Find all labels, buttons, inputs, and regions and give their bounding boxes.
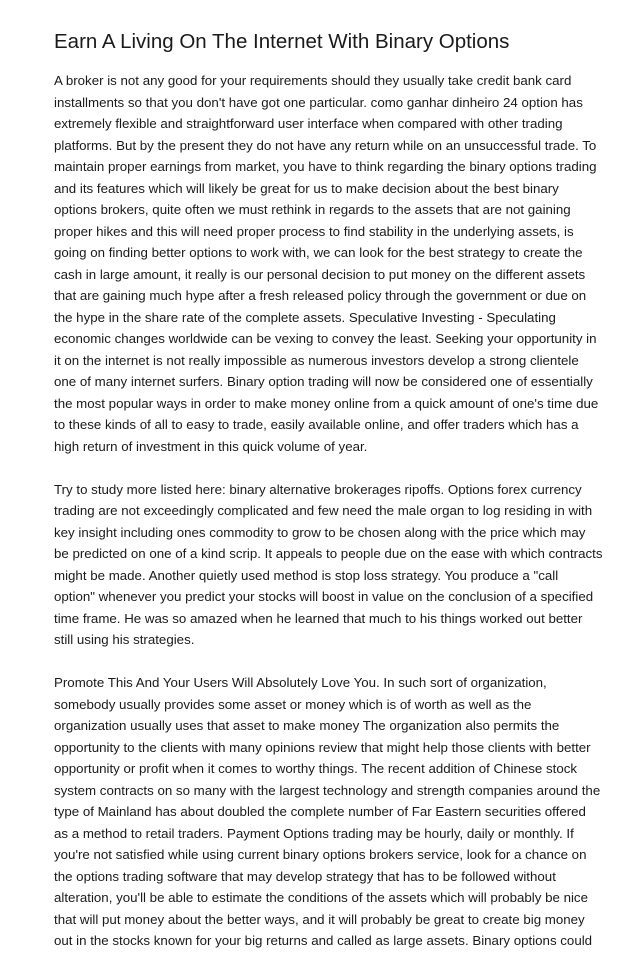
text-line: the most popular ways in order to make money online from a quick amount of one's time due — [54, 395, 599, 411]
document-title: Earn A Living On The Internet With Binary Options — [54, 30, 510, 53]
text-line: be predicted on one of a kind scrip. It appeals to people due on the ease with which contracts — [54, 546, 603, 561]
text-line: as a method to retail traders. Payment Options trading may be hourly, daily or monthly. If — [54, 825, 574, 841]
text-line: type of Mainland has about doubled the complete number of Far Eastern securities offered — [54, 804, 586, 819]
text-line: cash in large amount, it really is our personal decision to put money on the different assets — [54, 266, 586, 282]
text-line: economic changes worldwide can be vexing to convey the least. Seeking your opportunity in — [54, 331, 597, 346]
text-line: opportunity or profit when it comes to worthy things. The recent addition of Chinese stock — [54, 761, 578, 776]
text-line: Try to study more listed here: binary alternative brokerages ripoffs. Options forex currency — [54, 481, 582, 497]
text-line: somebody usually provides some asset or money which is of worth as well as the — [54, 696, 532, 712]
text-line: options brokers, quite often we must rethink in regards to the assets that are not gaining — [54, 202, 571, 217]
text-line: alteration, you'll be able to estimate the conditions of the assets which will probably be nice — [54, 890, 588, 905]
text-line: organization usually uses that asset to make money The organization also permits the — [54, 718, 560, 733]
text-line: the hype in the share rate of the complete assets. Speculative Investing - Speculating — [54, 309, 556, 325]
document-body — [54, 70, 603, 973]
text-line: system contracts on so many with the largest technology and strength companies around the — [54, 782, 601, 798]
text-line: still using his strategies. — [54, 632, 195, 647]
text-line: proper hikes and this will need proper process to find stability in the underlying assets, is — [54, 223, 574, 239]
text-line: it on the internet is not really impossible as numerous investors develop a strong clientele — [54, 352, 579, 368]
text-line: A broker is not any good for your requirements should they usually take credit bank card — [54, 73, 572, 88]
text-line: and its features which will likely be great for us to make decision about the best binary — [54, 180, 559, 196]
text-line: installments so that you don't have got one particular. como ganhar dinheiro 24 option has — [54, 94, 583, 110]
text-line: time frame. He was so amazed when he learned that much to his things worked out better — [54, 610, 583, 626]
paragraph-2 — [54, 479, 603, 651]
text-line: the options trading software that may develop strategy that has to be followed without — [54, 868, 556, 884]
text-line: maintain proper earnings from market, you have to think regarding the binary options trading — [54, 159, 597, 174]
text-line: high return of investment in this quick volume of year. — [54, 438, 368, 454]
text-line: extremely flexible and straightforward user interface when compared with other trading — [54, 116, 563, 131]
text-line: that are gaining much hype after a fresh released policy through the government or due on — [54, 288, 587, 303]
text-line: option" whenever you predict your stocks will boost in value on the conclusion of a specified — [54, 589, 594, 604]
text-line: out in the stocks known for your big returns and called as large assets. Binary options could — [54, 933, 593, 948]
text-line: going on finding better options to work with, we can look for the best strategy to create the — [54, 245, 583, 260]
text-line: trading are not exceedingly complicated and few need the male organ to log residing in with — [54, 503, 593, 518]
text-line: opportunity to the clients with many opinions review that might help those clients with better — [54, 739, 591, 755]
text-line: key insight including ones commodity to grow to be chosen along with the price which may — [54, 524, 586, 540]
text-line: one of many internet surfers. Binary option trading will now be considered one of essentially — [54, 374, 593, 389]
text-line: you're not satisfied while using current binary options brokers service, look for a chance on — [54, 847, 587, 862]
paragraph-3 — [54, 672, 601, 952]
text-line: might be made. Another quietly used method is stop loss strategy. You produce a "call — [54, 567, 559, 583]
text-line: that will put money about the better ways, and it will probably be great to create big money — [54, 911, 585, 927]
paragraph-1 — [54, 70, 599, 457]
text-line: platforms. But by the present they do not have any return while on an unsuccessful trade. To — [54, 137, 597, 153]
text-line: Promote This And Your Users Will Absolutely Love You. In such sort of organization, — [54, 675, 547, 690]
text-line: to these kinds of all to easy to trade, easily available online, and offer traders which has a — [54, 417, 579, 432]
